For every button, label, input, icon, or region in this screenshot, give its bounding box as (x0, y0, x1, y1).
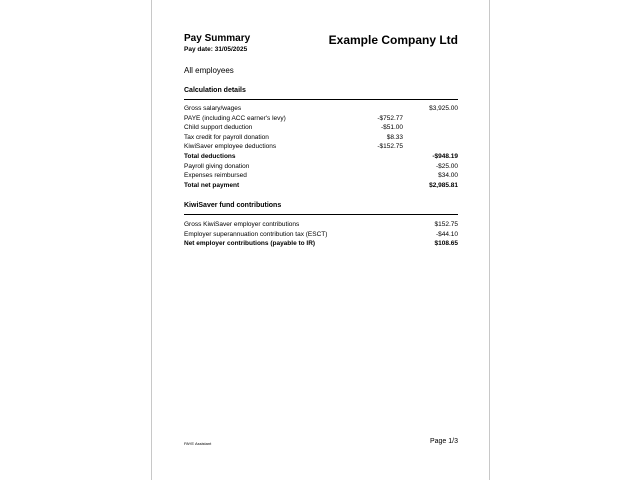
kiwisaver-section-title: KiwiSaver fund contributions (184, 202, 282, 209)
row-total: $34.00 (438, 172, 458, 180)
document-page (151, 0, 490, 480)
row-total: -$44.10 (435, 230, 458, 238)
calculation-divider (184, 99, 458, 100)
row-label: Gross salary/wages (184, 105, 242, 112)
row-total: -$948.19 (432, 153, 458, 160)
row-label: Expenses reimbursed (184, 172, 247, 180)
table-row (184, 114, 458, 124)
row-label: PAYE (including ACC earner's levy) (184, 114, 286, 122)
employee-scope: All employees (184, 66, 234, 75)
company-name: Example Company Ltd (328, 33, 458, 47)
row-label: Gross KiwiSaver employer contributions (184, 221, 300, 228)
row-label: Child support deduction (184, 124, 253, 132)
row-total: $3,925.00 (429, 105, 458, 112)
row-label: Employer superannuation contribution tax (ESCT) (184, 230, 328, 238)
row-amount: -$752.77 (377, 114, 403, 122)
row-label: KiwiSaver employee deductions (184, 143, 277, 151)
row-total: $108.65 (434, 240, 458, 248)
row-label: Total deductions (184, 153, 236, 160)
table-row (184, 152, 458, 162)
table-row (184, 142, 458, 152)
table-row (184, 230, 458, 240)
pay-date: Pay date: 31/05/2025 (184, 46, 248, 53)
row-label: Total net payment (184, 181, 240, 189)
table-row (184, 133, 458, 143)
table-row (184, 162, 458, 172)
row-amount: -$51.00 (380, 124, 403, 132)
table-row (184, 181, 458, 191)
footer-app-name: PAYE Assistant (184, 441, 212, 446)
page-title: Pay Summary (184, 33, 251, 44)
row-amount: -$152.75 (377, 143, 403, 151)
row-label: Net employer contributions (payable to IR) (184, 240, 316, 248)
row-total: $152.75 (434, 221, 458, 228)
table-row (184, 104, 458, 114)
row-label: Payroll giving donation (184, 162, 250, 170)
page-number: Page 1/3 (429, 438, 458, 445)
calculation-section-title: Calculation details (184, 87, 246, 94)
kiwisaver-divider (184, 214, 458, 215)
table-row (184, 123, 458, 133)
row-total: -$25.00 (435, 162, 458, 170)
row-label: Tax credit for payroll donation (184, 133, 269, 141)
table-row (184, 239, 458, 249)
row-total: $2,985.81 (429, 181, 458, 189)
table-row (184, 220, 458, 230)
row-amount: $8.33 (386, 133, 403, 141)
table-row (184, 171, 458, 181)
